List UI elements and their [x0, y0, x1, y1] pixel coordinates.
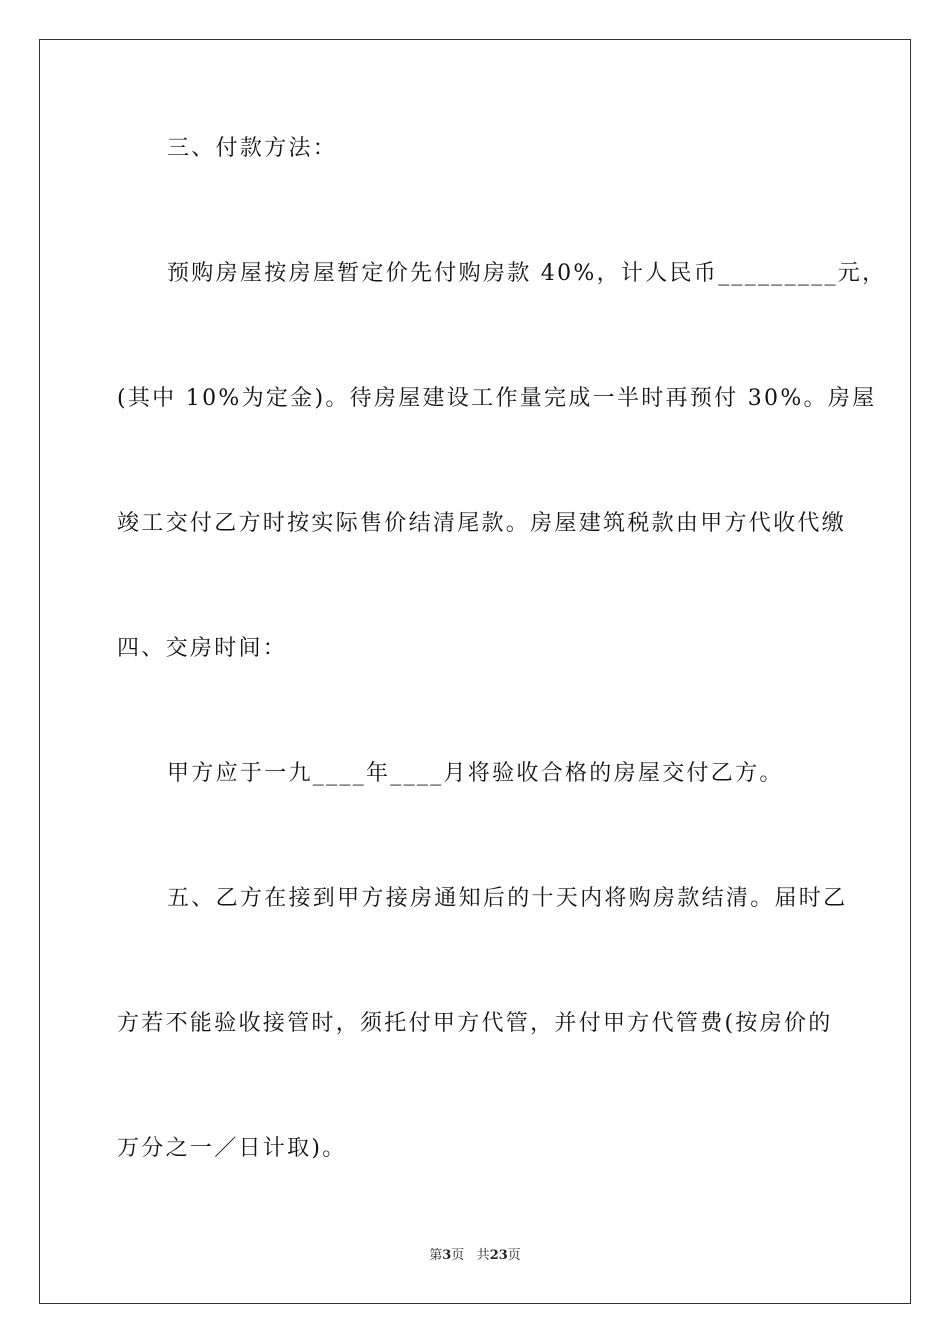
paragraph-line: 方若不能验收接管时，须托付甲方代管，并付甲方代管费(按房价的	[117, 1011, 833, 1036]
page-suffix: 页	[451, 1248, 465, 1263]
section-heading-delivery: 四、交房时间：	[117, 636, 288, 661]
paragraph-line: (其中 10%为定金)。待房屋建设工作量完成一半时再预付 30%。房屋	[117, 386, 877, 411]
current-page-number: 3	[442, 1248, 452, 1263]
section-heading-payment: 三、付款方法：	[167, 136, 338, 161]
total-prefix: 共	[476, 1248, 490, 1263]
paragraph-line: 竣工交付乙方时按实际售价结清尾款。房屋建筑税款由甲方代收代缴	[117, 511, 847, 536]
total-page-count: 23	[489, 1248, 508, 1263]
paragraph-line: 五、乙方在接到甲方接房通知后的十天内将购房款结清。届时乙	[167, 886, 848, 911]
paragraph-line: 甲方应于一九____年____月将验收合格的房屋交付乙方。	[167, 761, 784, 786]
paragraph-line: 万分之一／日计取)。	[117, 1136, 347, 1161]
paragraph-line: 预购房屋按房屋暂定价先付购房款 40%，计人民币_________元，	[167, 261, 887, 286]
page-frame	[39, 39, 911, 1304]
total-suffix: 页	[507, 1248, 521, 1263]
page-footer	[0, 1247, 950, 1265]
page-prefix: 第	[429, 1248, 443, 1263]
